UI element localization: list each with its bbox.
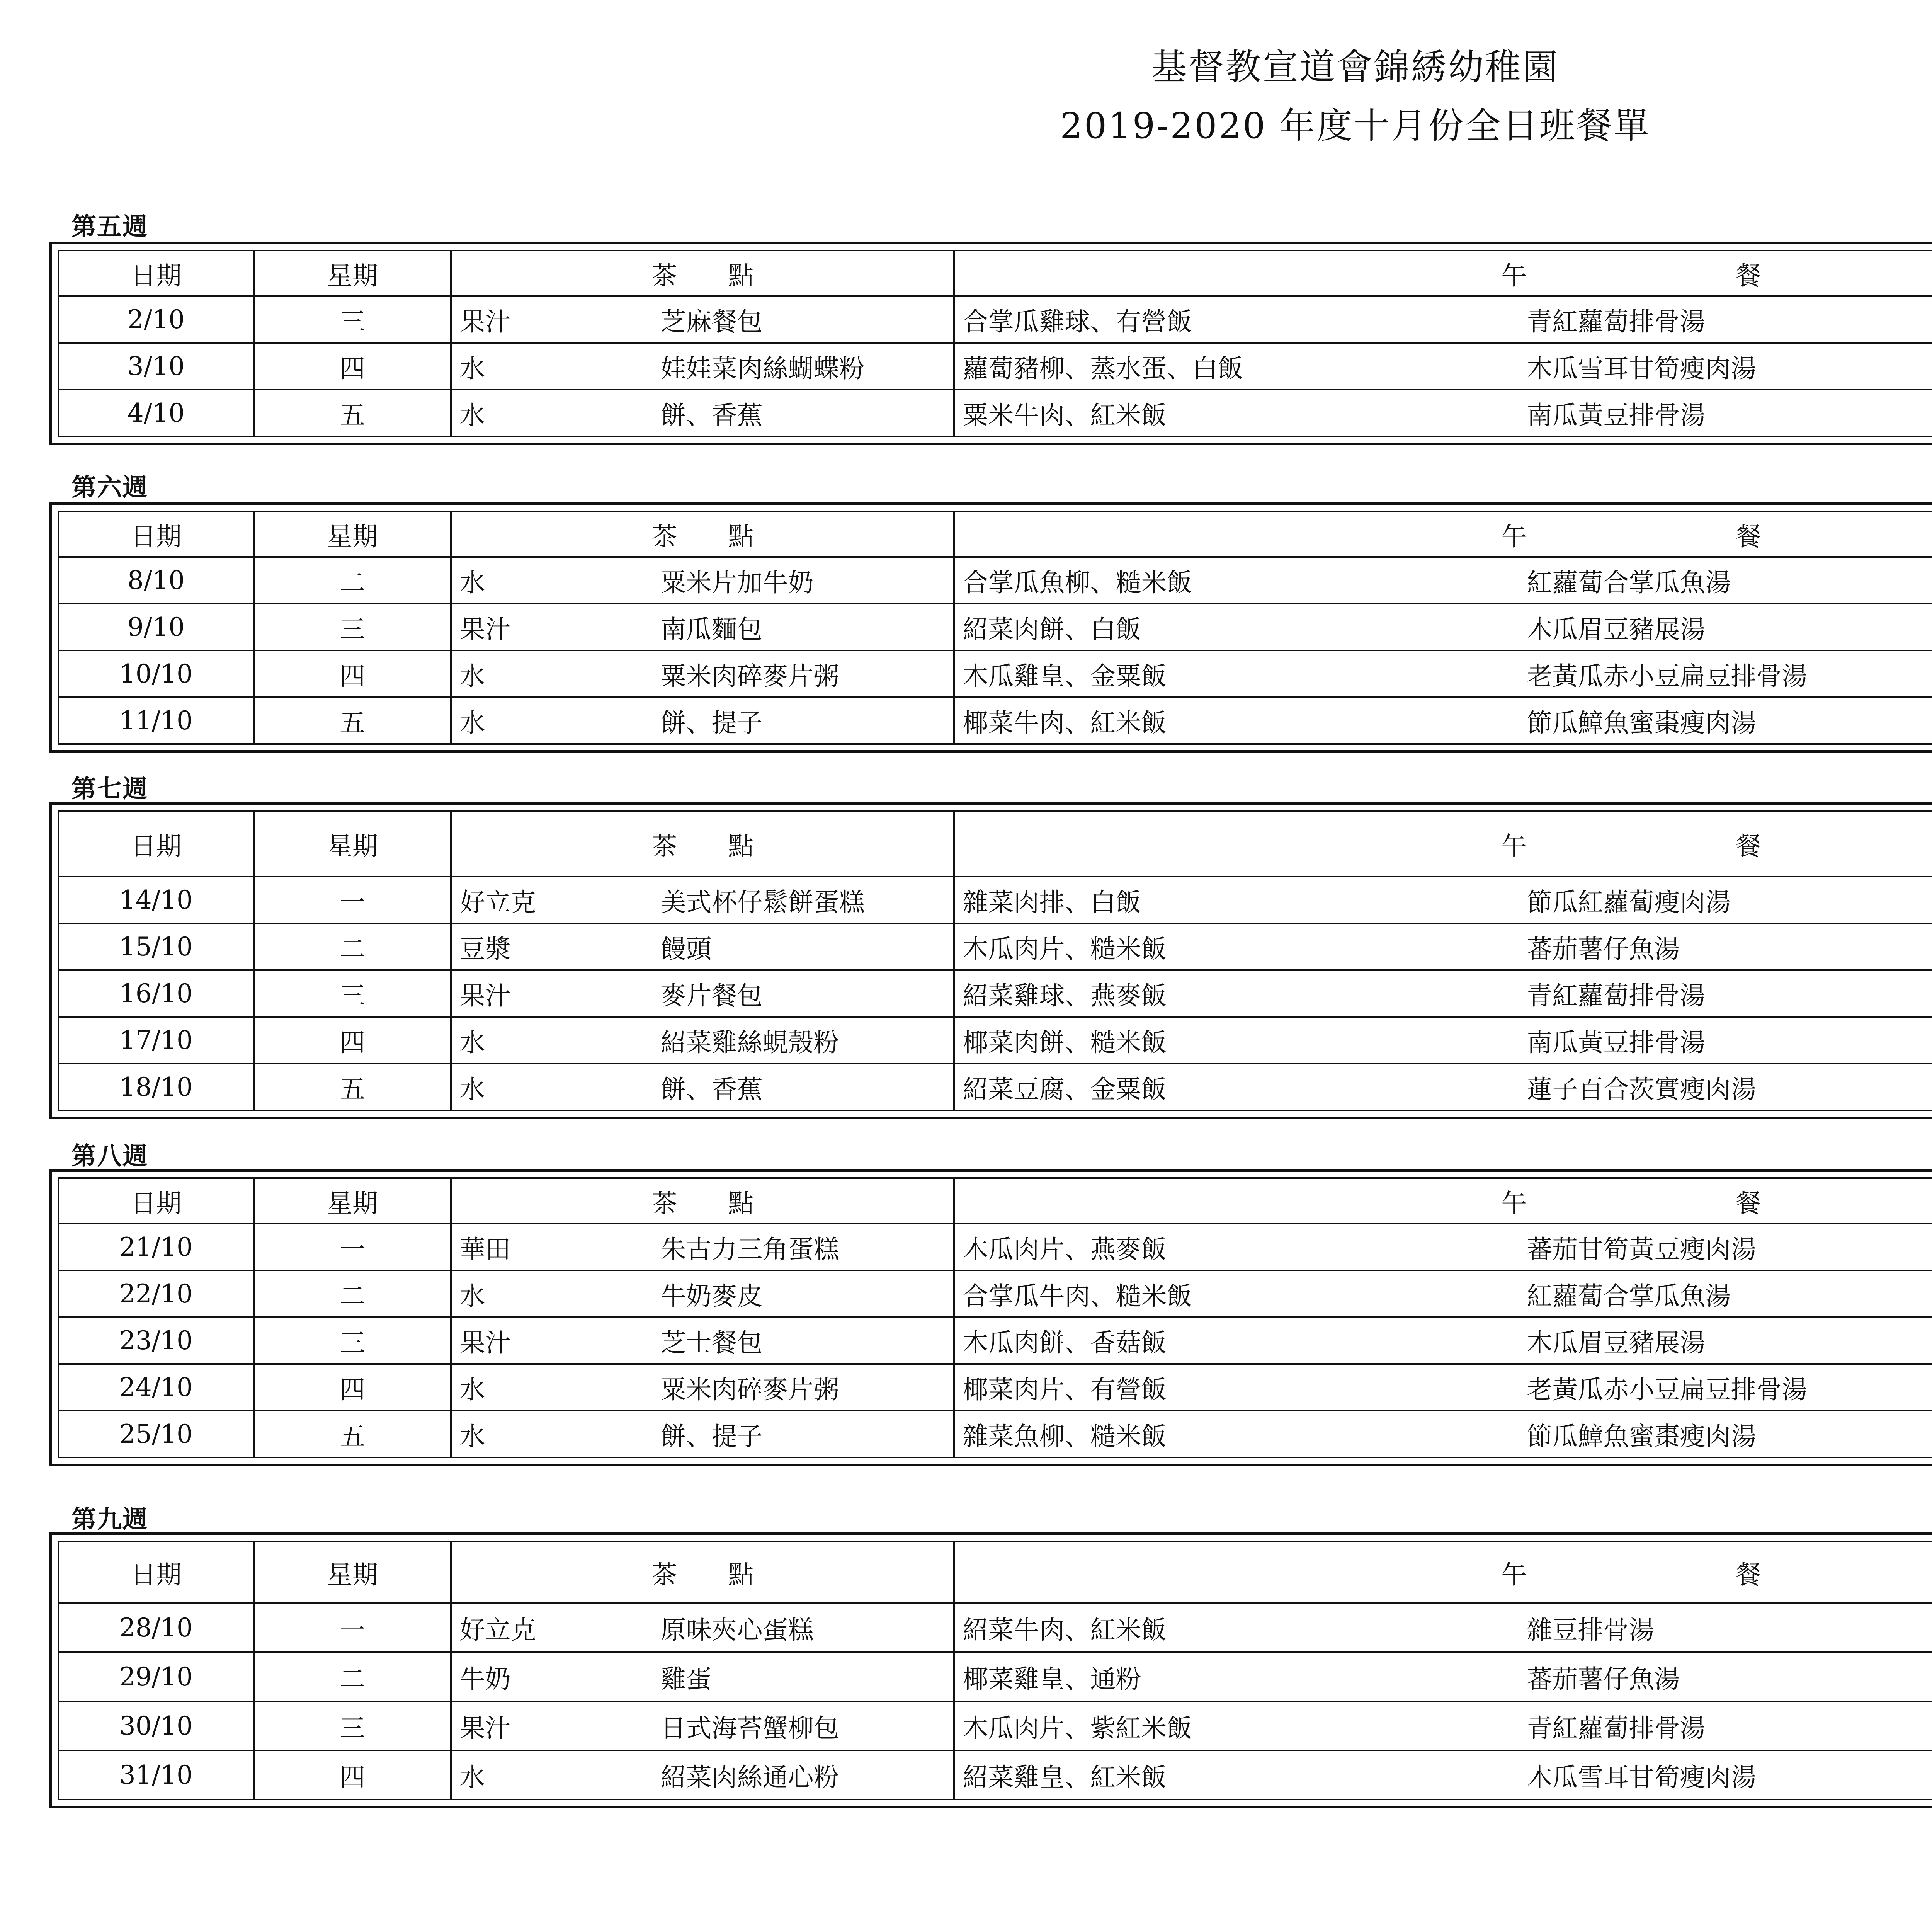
header-lunch-right: 餐 bbox=[1735, 260, 1761, 291]
school-name: 基督教宣道會錦綉幼稚園 bbox=[1151, 46, 1560, 88]
snack-drink: 豆漿 bbox=[459, 934, 511, 964]
date-cell: 21/10 bbox=[58, 1224, 254, 1270]
lunch-cell bbox=[954, 877, 1932, 923]
header-lunch bbox=[954, 1541, 1932, 1603]
date-cell: 8/10 bbox=[58, 557, 254, 604]
date-cell: 22/10 bbox=[58, 1270, 254, 1317]
header-lunch-right: 餐 bbox=[1735, 1188, 1761, 1218]
date-cell: 9/10 bbox=[58, 604, 254, 650]
snack-item: 餅、提子 bbox=[660, 708, 763, 738]
lunch-cell bbox=[954, 604, 1932, 650]
snack-cell bbox=[451, 1364, 954, 1411]
lunch-cell bbox=[954, 296, 1932, 343]
lunch-cell bbox=[954, 1411, 1932, 1457]
weekday-cell: 一 bbox=[254, 1603, 451, 1652]
table-row bbox=[58, 697, 1932, 744]
weekday-cell: 四 bbox=[254, 650, 451, 697]
snack-drink: 牛奶 bbox=[459, 1664, 511, 1694]
lunch-cell bbox=[954, 650, 1932, 697]
snack-cell bbox=[451, 1701, 954, 1750]
header-snack-label: 茶 點 bbox=[651, 260, 754, 291]
snack-item: 餅、香蕉 bbox=[660, 1074, 763, 1104]
date-cell: 15/10 bbox=[58, 923, 254, 970]
lunch-soup: 節瓜鱆魚蜜棗瘦肉湯 bbox=[1527, 1422, 1757, 1451]
snack-drink: 果汁 bbox=[459, 1713, 511, 1743]
table-row bbox=[58, 557, 1932, 604]
table-row bbox=[58, 970, 1932, 1017]
lunch-main: 雜菜魚柳、糙米飯 bbox=[963, 1422, 1167, 1451]
weekday-cell: 二 bbox=[254, 557, 451, 604]
snack-drink: 水 bbox=[459, 1281, 485, 1311]
header-row bbox=[58, 811, 1932, 877]
week-table-frame bbox=[49, 1532, 1932, 1808]
weekday-cell: 四 bbox=[254, 1750, 451, 1800]
snack-item: 紹菜雞絲蜆殼粉 bbox=[660, 1028, 839, 1057]
table-row bbox=[58, 1652, 1932, 1701]
lunch-cell bbox=[954, 923, 1932, 970]
lunch-soup: 南瓜黃豆排骨湯 bbox=[1527, 1028, 1706, 1057]
header-lunch-left: 午 bbox=[1501, 831, 1527, 861]
weekday-cell: 二 bbox=[254, 1270, 451, 1317]
snack-item: 餅、提子 bbox=[660, 1422, 763, 1451]
week-table-frame bbox=[49, 242, 1932, 445]
snack-cell bbox=[451, 923, 954, 970]
menu-table bbox=[58, 1541, 1932, 1800]
snack-cell bbox=[451, 604, 954, 650]
snack-cell bbox=[451, 343, 954, 390]
snack-item: 日式海苔蟹柳包 bbox=[660, 1713, 839, 1743]
table-row bbox=[58, 877, 1932, 923]
header-snack-label: 茶 點 bbox=[651, 1559, 754, 1590]
snack-cell bbox=[451, 1270, 954, 1317]
lunch-cell bbox=[954, 970, 1932, 1017]
snack-cell bbox=[451, 970, 954, 1017]
snack-cell bbox=[451, 557, 954, 604]
snack-item: 雞蛋 bbox=[660, 1664, 712, 1694]
weekday-cell: 一 bbox=[254, 1224, 451, 1270]
menu-table bbox=[58, 810, 1932, 1111]
snack-cell bbox=[451, 650, 954, 697]
snack-drink: 水 bbox=[459, 708, 485, 738]
snack-drink: 好立克 bbox=[459, 1615, 536, 1645]
lunch-cell bbox=[954, 1652, 1932, 1701]
snack-cell bbox=[451, 1652, 954, 1701]
date-cell: 23/10 bbox=[58, 1317, 254, 1364]
snack-cell bbox=[451, 697, 954, 744]
snack-item: 芝麻餐包 bbox=[660, 307, 763, 337]
lunch-soup: 青紅蘿蔔排骨湯 bbox=[1527, 307, 1706, 337]
snack-drink: 好立克 bbox=[459, 887, 536, 917]
lunch-main: 木瓜肉餅、香菇飯 bbox=[963, 1328, 1167, 1358]
header-date: 日期 bbox=[58, 511, 254, 557]
snack-item: 粟米肉碎麥片粥 bbox=[660, 1375, 839, 1405]
table-row bbox=[58, 1750, 1932, 1800]
lunch-cell bbox=[954, 557, 1932, 604]
snack-cell bbox=[451, 1603, 954, 1652]
header-lunch bbox=[954, 511, 1932, 557]
week-label: 第五週 bbox=[71, 212, 148, 241]
lunch-soup: 紅蘿蔔合掌瓜魚湯 bbox=[1527, 1281, 1731, 1311]
snack-cell bbox=[451, 390, 954, 436]
snack-cell bbox=[451, 1064, 954, 1110]
snack-item: 娃娃菜肉絲蝴蝶粉 bbox=[660, 354, 865, 383]
snack-cell bbox=[451, 1317, 954, 1364]
weekday-cell: 五 bbox=[254, 390, 451, 436]
snack-item: 粟米片加牛奶 bbox=[660, 568, 814, 598]
lunch-soup: 木瓜眉豆豬展湯 bbox=[1527, 615, 1706, 644]
lunch-main: 合掌瓜魚柳、糙米飯 bbox=[963, 568, 1192, 598]
lunch-soup: 節瓜紅蘿蔔瘦肉湯 bbox=[1527, 887, 1731, 917]
header-lunch-right: 餐 bbox=[1735, 1559, 1761, 1590]
lunch-main: 椰菜肉片、有營飯 bbox=[963, 1375, 1167, 1405]
lunch-main: 紹菜雞皇、紅米飯 bbox=[963, 1762, 1167, 1792]
lunch-soup: 青紅蘿蔔排骨湯 bbox=[1527, 1713, 1706, 1743]
snack-item: 牛奶麥皮 bbox=[660, 1281, 763, 1311]
date-cell: 25/10 bbox=[58, 1411, 254, 1457]
header-lunch-left: 午 bbox=[1501, 521, 1527, 552]
header-snack bbox=[451, 1178, 954, 1224]
weekday-cell: 五 bbox=[254, 1064, 451, 1110]
header-date: 日期 bbox=[58, 250, 254, 296]
lunch-soup: 南瓜黃豆排骨湯 bbox=[1527, 400, 1706, 430]
lunch-cell bbox=[954, 1603, 1932, 1652]
snack-drink: 果汁 bbox=[459, 307, 511, 337]
header-date: 日期 bbox=[58, 1541, 254, 1603]
snack-drink: 水 bbox=[459, 1074, 485, 1104]
header-snack-label: 茶 點 bbox=[651, 1188, 754, 1218]
table-row bbox=[58, 1701, 1932, 1750]
header-snack-label: 茶 點 bbox=[651, 521, 754, 552]
date-cell: 14/10 bbox=[58, 877, 254, 923]
snack-item: 饅頭 bbox=[660, 934, 712, 964]
weekday-cell: 二 bbox=[254, 923, 451, 970]
snack-cell bbox=[451, 1224, 954, 1270]
lunch-soup: 蕃茄薯仔魚湯 bbox=[1527, 934, 1680, 964]
lunch-soup: 雜豆排骨湯 bbox=[1527, 1615, 1655, 1645]
lunch-main: 木瓜肉片、燕麥飯 bbox=[963, 1234, 1167, 1264]
lunch-soup: 蕃茄甘筍黃豆瘦肉湯 bbox=[1527, 1234, 1757, 1264]
table-row bbox=[58, 1224, 1932, 1270]
lunch-cell bbox=[954, 1270, 1932, 1317]
week-label: 第六週 bbox=[71, 473, 148, 502]
header-lunch bbox=[954, 811, 1932, 877]
table-row bbox=[58, 1364, 1932, 1411]
header-lunch bbox=[954, 250, 1932, 296]
header-lunch-left: 午 bbox=[1501, 1559, 1527, 1590]
lunch-main: 紹菜肉餅、白飯 bbox=[963, 615, 1141, 644]
date-cell: 18/10 bbox=[58, 1064, 254, 1110]
date-cell: 17/10 bbox=[58, 1017, 254, 1064]
snack-cell bbox=[451, 1017, 954, 1064]
lunch-main: 椰菜肉餅、糙米飯 bbox=[963, 1028, 1167, 1057]
date-cell: 10/10 bbox=[58, 650, 254, 697]
table-row bbox=[58, 1017, 1932, 1064]
table-row bbox=[58, 296, 1932, 343]
lunch-main: 木瓜肉片、紫紅米飯 bbox=[963, 1713, 1192, 1743]
header-lunch-left: 午 bbox=[1501, 1188, 1527, 1218]
weekday-cell: 三 bbox=[254, 296, 451, 343]
date-cell: 16/10 bbox=[58, 970, 254, 1017]
weekday-cell: 三 bbox=[254, 604, 451, 650]
header-snack bbox=[451, 250, 954, 296]
snack-cell bbox=[451, 1750, 954, 1800]
week-table-frame bbox=[49, 802, 1932, 1119]
week-table-frame bbox=[49, 502, 1932, 753]
snack-drink: 果汁 bbox=[459, 1328, 511, 1358]
snack-drink: 水 bbox=[459, 1375, 485, 1405]
table-row bbox=[58, 1064, 1932, 1110]
lunch-main: 合掌瓜牛肉、糙米飯 bbox=[963, 1281, 1192, 1311]
lunch-main: 椰菜雞皇、通粉 bbox=[963, 1664, 1141, 1694]
weekday-cell: 五 bbox=[254, 697, 451, 744]
snack-drink: 水 bbox=[459, 354, 485, 383]
lunch-soup: 老黃瓜赤小豆扁豆排骨湯 bbox=[1527, 1375, 1808, 1405]
lunch-main: 木瓜雞皇、金粟飯 bbox=[963, 661, 1167, 691]
weekday-cell: 三 bbox=[254, 1317, 451, 1364]
lunch-soup: 蕃茄薯仔魚湯 bbox=[1527, 1664, 1680, 1694]
weekday-cell: 三 bbox=[254, 1701, 451, 1750]
snack-item: 紹菜肉絲通心粉 bbox=[660, 1762, 839, 1792]
snack-drink: 果汁 bbox=[459, 981, 511, 1011]
header-snack bbox=[451, 1541, 954, 1603]
lunch-cell bbox=[954, 1317, 1932, 1364]
lunch-main: 紹菜牛肉、紅米飯 bbox=[963, 1615, 1167, 1645]
lunch-cell bbox=[954, 1064, 1932, 1110]
snack-drink: 水 bbox=[459, 1028, 485, 1057]
date-cell: 2/10 bbox=[58, 296, 254, 343]
header-snack-label: 茶 點 bbox=[651, 831, 754, 861]
weekday-cell: 五 bbox=[254, 1411, 451, 1457]
table-row bbox=[58, 390, 1932, 436]
lunch-main: 粟米牛肉、紅米飯 bbox=[963, 400, 1167, 430]
lunch-cell bbox=[954, 1224, 1932, 1270]
date-cell: 28/10 bbox=[58, 1603, 254, 1652]
snack-cell bbox=[451, 1411, 954, 1457]
table-row bbox=[58, 1270, 1932, 1317]
weekday-cell: 四 bbox=[254, 1364, 451, 1411]
header-lunch bbox=[954, 1178, 1932, 1224]
header-row bbox=[58, 1541, 1932, 1603]
weekday-cell: 四 bbox=[254, 343, 451, 390]
menu-table bbox=[58, 1177, 1932, 1458]
lunch-main: 雜菜肉排、白飯 bbox=[963, 887, 1141, 917]
table-row bbox=[58, 1603, 1932, 1652]
header-lunch-right: 餐 bbox=[1735, 831, 1761, 861]
lunch-cell bbox=[954, 1701, 1932, 1750]
menu-title: 2019-2020 年度十月份全日班餐單 bbox=[1060, 105, 1651, 146]
snack-drink: 水 bbox=[459, 661, 485, 691]
date-cell: 24/10 bbox=[58, 1364, 254, 1411]
lunch-cell bbox=[954, 1017, 1932, 1064]
lunch-soup: 木瓜雪耳甘筍瘦肉湯 bbox=[1527, 354, 1757, 383]
snack-item: 餅、香蕉 bbox=[660, 400, 763, 430]
lunch-main: 紹菜雞球、燕麥飯 bbox=[963, 981, 1167, 1011]
date-cell: 30/10 bbox=[58, 1701, 254, 1750]
header-row bbox=[58, 250, 1932, 296]
table-row bbox=[58, 604, 1932, 650]
lunch-soup: 青紅蘿蔔排骨湯 bbox=[1527, 981, 1706, 1011]
header-date: 日期 bbox=[58, 811, 254, 877]
header-weekday: 星期 bbox=[254, 511, 451, 557]
lunch-soup: 節瓜鱆魚蜜棗瘦肉湯 bbox=[1527, 708, 1757, 738]
header-lunch-left: 午 bbox=[1501, 260, 1527, 291]
snack-drink: 華田 bbox=[459, 1234, 511, 1264]
lunch-soup: 木瓜眉豆豬展湯 bbox=[1527, 1328, 1706, 1358]
date-cell: 11/10 bbox=[58, 697, 254, 744]
snack-drink: 水 bbox=[459, 400, 485, 430]
snack-item: 美式杯仔鬆餅蛋糕 bbox=[660, 887, 865, 917]
snack-drink: 果汁 bbox=[459, 615, 511, 644]
header-snack bbox=[451, 811, 954, 877]
lunch-cell bbox=[954, 390, 1932, 436]
snack-drink: 水 bbox=[459, 568, 485, 598]
header-weekday: 星期 bbox=[254, 1541, 451, 1603]
date-cell: 3/10 bbox=[58, 343, 254, 390]
snack-drink: 水 bbox=[459, 1762, 485, 1792]
lunch-main: 蘿蔔豬柳、蒸水蛋、白飯 bbox=[963, 354, 1243, 383]
snack-item: 芝士餐包 bbox=[660, 1328, 763, 1358]
lunch-cell bbox=[954, 1364, 1932, 1411]
menu-table bbox=[58, 511, 1932, 745]
weekday-cell: 二 bbox=[254, 1652, 451, 1701]
lunch-main: 紹菜豆腐、金粟飯 bbox=[963, 1074, 1167, 1104]
snack-item: 原味夾心蛋糕 bbox=[660, 1615, 814, 1645]
date-cell: 31/10 bbox=[58, 1750, 254, 1800]
header-date: 日期 bbox=[58, 1178, 254, 1224]
week-label: 第八週 bbox=[71, 1142, 148, 1171]
date-cell: 4/10 bbox=[58, 390, 254, 436]
snack-item: 南瓜麵包 bbox=[660, 615, 763, 644]
lunch-soup: 蓮子百合茨實瘦肉湯 bbox=[1527, 1074, 1757, 1104]
lunch-cell bbox=[954, 1750, 1932, 1800]
date-cell: 29/10 bbox=[58, 1652, 254, 1701]
header-lunch-right: 餐 bbox=[1735, 521, 1761, 552]
week-table-frame bbox=[49, 1169, 1932, 1466]
table-row bbox=[58, 923, 1932, 970]
lunch-cell bbox=[954, 343, 1932, 390]
lunch-soup: 木瓜雪耳甘筍瘦肉湯 bbox=[1527, 1762, 1757, 1792]
weekday-cell: 一 bbox=[254, 877, 451, 923]
table-row bbox=[58, 343, 1932, 390]
snack-cell bbox=[451, 877, 954, 923]
menu-table bbox=[58, 250, 1932, 437]
header-row bbox=[58, 511, 1932, 557]
header-weekday: 星期 bbox=[254, 1178, 451, 1224]
table-row bbox=[58, 1411, 1932, 1457]
snack-cell bbox=[451, 296, 954, 343]
lunch-main: 合掌瓜雞球、有營飯 bbox=[963, 307, 1192, 337]
table-row bbox=[58, 1317, 1932, 1364]
header-weekday: 星期 bbox=[254, 250, 451, 296]
snack-item: 粟米肉碎麥片粥 bbox=[660, 661, 839, 691]
week-label: 第九週 bbox=[71, 1505, 148, 1534]
table-row bbox=[58, 650, 1932, 697]
weekday-cell: 三 bbox=[254, 970, 451, 1017]
lunch-main: 木瓜肉片、糙米飯 bbox=[963, 934, 1167, 964]
snack-drink: 水 bbox=[459, 1422, 485, 1451]
header-row bbox=[58, 1178, 1932, 1224]
lunch-cell bbox=[954, 697, 1932, 744]
snack-item: 麥片餐包 bbox=[660, 981, 763, 1011]
snack-item: 朱古力三角蛋糕 bbox=[660, 1234, 839, 1264]
lunch-soup: 老黃瓜赤小豆扁豆排骨湯 bbox=[1527, 661, 1808, 691]
lunch-soup: 紅蘿蔔合掌瓜魚湯 bbox=[1527, 568, 1731, 598]
lunch-main: 椰菜牛肉、紅米飯 bbox=[963, 708, 1167, 738]
weekday-cell: 四 bbox=[254, 1017, 451, 1064]
header-snack bbox=[451, 511, 954, 557]
week-label: 第七週 bbox=[71, 775, 148, 804]
header-weekday: 星期 bbox=[254, 811, 451, 877]
